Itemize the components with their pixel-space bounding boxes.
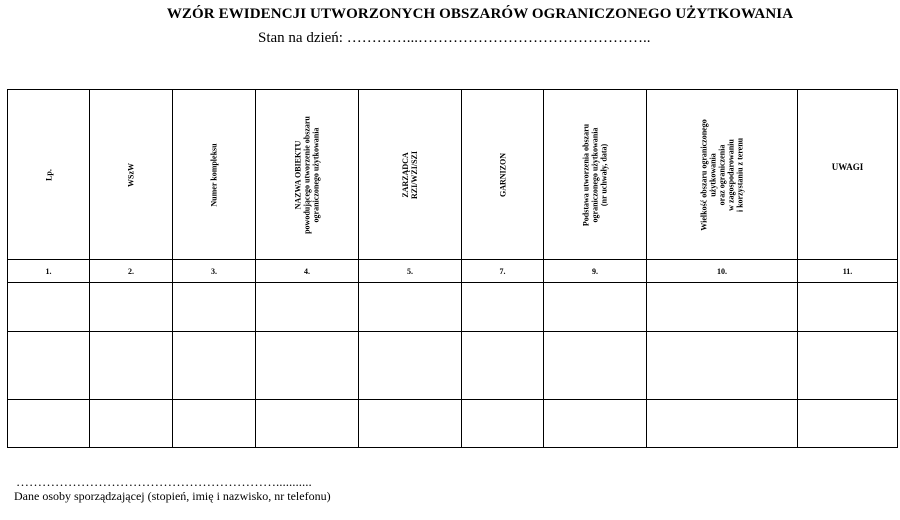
header-label-manager: ZARZĄDCA RZI/WZI/SZI — [401, 150, 419, 199]
table-cell — [173, 400, 256, 448]
table-cell — [90, 283, 173, 332]
column-number: 4. — [256, 260, 359, 283]
table-cell — [8, 332, 90, 400]
header-cell-wszw — [90, 90, 173, 260]
table-cell — [256, 283, 359, 332]
table-cell — [544, 283, 647, 332]
table-row — [8, 400, 898, 448]
table-cell — [462, 332, 544, 400]
header-label-lp: Lp. — [44, 168, 53, 181]
column-number-row — [8, 260, 898, 283]
header-cell-garrison — [462, 90, 544, 260]
table-cell — [798, 332, 898, 400]
table-cell — [462, 400, 544, 448]
signature-label: Dane osoby sporządzającej (stopień, imię i nazwisko, nr telefonu) — [14, 489, 331, 503]
column-number: 10. — [647, 260, 798, 283]
header-cell-remarks — [798, 90, 898, 260]
header-label-object-name: NAZWA OBIEKTU powodującego utworzenie obszaru ograniczonego użytkowania — [293, 115, 321, 234]
table-cell — [359, 400, 462, 448]
column-number: 2. — [90, 260, 173, 283]
table-cell — [256, 400, 359, 448]
table-row — [8, 283, 898, 332]
column-number: 11. — [798, 260, 898, 283]
table-cell — [8, 400, 90, 448]
column-number: 5. — [359, 260, 462, 283]
table-row — [8, 332, 898, 400]
header-cell-legal-basis — [544, 90, 647, 260]
table-cell — [90, 400, 173, 448]
header-cell-complex-number — [173, 90, 256, 260]
column-number: 3. — [173, 260, 256, 283]
header-cell-manager — [359, 90, 462, 260]
header-label-wszw: WSzW — [126, 162, 136, 187]
table-cell — [462, 283, 544, 332]
table-cell — [173, 283, 256, 332]
header-cell-object-name — [256, 90, 359, 260]
header-label-area-size: Wielkość obszaru ograniczonego użytkowania oraz ograniczenia w zagospodarowaniu i korzystaniu z terenu — [699, 118, 745, 231]
table-cell — [647, 283, 798, 332]
column-number: 9. — [544, 260, 647, 283]
column-number: 1. — [8, 260, 90, 283]
column-number: 7. — [462, 260, 544, 283]
table-cell — [256, 332, 359, 400]
table-cell — [798, 283, 898, 332]
header-row — [8, 90, 898, 260]
table-cell — [8, 283, 90, 332]
table-cell — [647, 332, 798, 400]
table-cell — [173, 332, 256, 400]
header-label-garrison: GARNIZON — [498, 152, 507, 197]
header-label-legal-basis: Podstawa utworzenia obszaru ograniczonego użytkowania (nr uchwały, data) — [581, 123, 609, 226]
table-cell — [544, 332, 647, 400]
header-label-remarks: UWAGI — [831, 161, 864, 172]
status-date-line: Stan na dzień: …………...……………………………………….. — [258, 30, 651, 46]
table-cell — [647, 400, 798, 448]
signature-line: ……………………………………………………........... — [16, 474, 312, 489]
table-cell — [798, 400, 898, 448]
header-label-complex-number: Numer kompleksu — [209, 142, 219, 207]
document-title: WZÓR EWIDENCJI UTWORZONYCH OBSZARÓW OGRANICZONEGO UŻYTKOWANIA — [166, 6, 794, 22]
table-cell — [359, 283, 462, 332]
table-cell — [359, 332, 462, 400]
registry-table — [7, 89, 898, 448]
table-cell — [544, 400, 647, 448]
header-cell-area-size — [647, 90, 798, 260]
table-cell — [90, 332, 173, 400]
header-cell-lp — [8, 90, 90, 260]
